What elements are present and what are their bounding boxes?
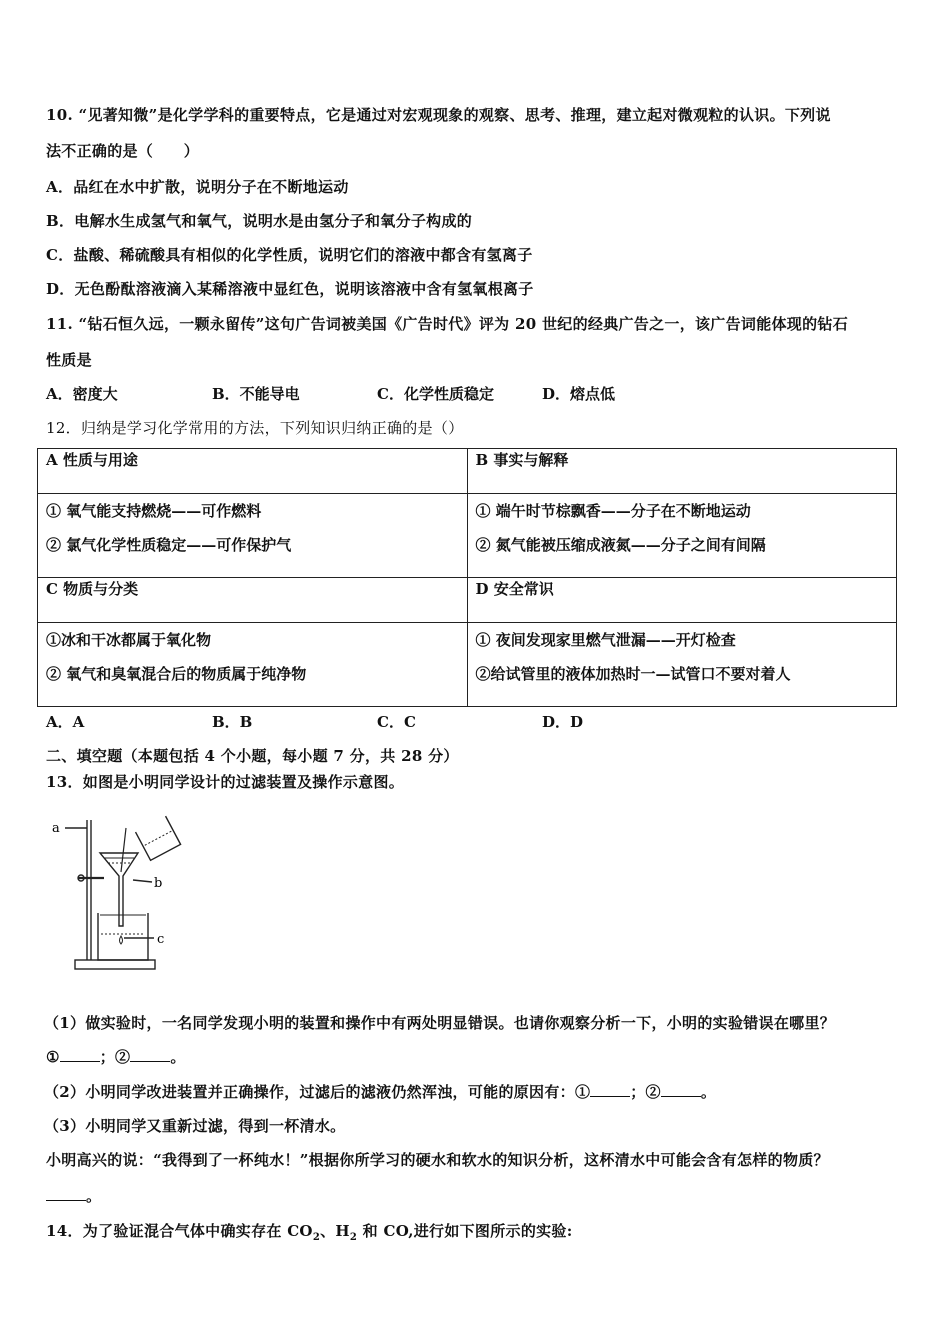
q11-option-b: B．不能导电 <box>212 385 300 403</box>
table-a-item1: ① 氧气能支持燃烧——可作燃料 <box>46 502 262 520</box>
q13-part1: （1）做实验时，一名同学发现小明的装置和操作中有两处明显错误。也请你观察分析一下，小明的实验错误在哪里？ <box>44 1014 836 1032</box>
table-cell-d <box>467 623 897 707</box>
answer-blank-2[interactable] <box>130 1047 170 1062</box>
q14-stem <box>46 1220 573 1243</box>
q10-option-b: B．电解水生成氢气和氧气，说明水是由氢分子和氧分子构成的 <box>46 212 473 230</box>
q14-text-3: 和 CO,进行如下图所示的实验: <box>357 1222 573 1240</box>
q10-stem-line2: 法不正确的是（ ） <box>46 142 200 160</box>
table-head-d: D 安全常识 <box>467 578 897 623</box>
q13-part2 <box>44 1081 716 1102</box>
q10-stem-line1: 10. “见著知微”是化学学科的重要特点，它是通过对宏观现象的观察、思考、推理，建立起对微观粒的认识。下列说 <box>46 106 831 124</box>
answer-blank-3[interactable] <box>590 1082 630 1097</box>
table-c-item1: ①冰和干冰都属于氧化物 <box>46 631 212 649</box>
answer-end-2: 。 <box>700 1083 717 1101</box>
table-c-item2: ② 氧气和臭氧混合后的物质属于纯净物 <box>46 665 307 683</box>
q12-option-a: A．A <box>46 713 85 731</box>
section-heading: 二、填空题（本题包括 4 个小题，每小题 7 分，共 28 分） <box>46 747 459 765</box>
answer-marker-3: ；② <box>630 1083 661 1101</box>
q14-sub-2: 2 <box>349 1232 358 1243</box>
q12-stem: 12．归纳是学习化学常用的方法，下列知识归纳正确的是（） <box>46 419 464 437</box>
table-b-item2: ② 氮气能被压缩成液氮——分子之间有间隔 <box>475 536 766 554</box>
q14-sub-1: 2 <box>312 1232 321 1243</box>
q14-text-2: 、H <box>320 1222 350 1240</box>
q13-part2-text: （2）小明同学改进装置并正确操作，过滤后的滤液仍然浑浊，可能的原因有：① <box>44 1083 591 1101</box>
q12-option-b: B．B <box>212 713 253 731</box>
q10-option-c: C．盐酸、稀硫酸具有相似的化学性质，说明它们的溶液中都含有氢离子 <box>46 246 533 264</box>
q11-option-a: A．密度大 <box>46 385 118 403</box>
table-b-item1: ① 端午时节棕飘香——分子在不断地运动 <box>475 502 751 520</box>
label-c: c <box>157 932 165 947</box>
q14-text-1: 14．为了验证混合气体中确实存在 CO <box>46 1222 313 1240</box>
q12-option-c: C．C <box>377 713 416 731</box>
table-cell-b <box>467 494 897 578</box>
q11-stem-line1: 11. “钻石恒久远，一颗永留传”这句广告词被美国《广告时代》评为 20 世纪的经典广告之一，该广告词能体现的钻石 <box>46 315 848 333</box>
answer-blank-5[interactable] <box>46 1186 86 1201</box>
table-head-b: B 事实与解释 <box>467 449 897 494</box>
answer-blank-4[interactable] <box>661 1082 701 1097</box>
table-a-item2: ② 氯气化学性质稳定——可作保护气 <box>46 536 292 554</box>
q13-stem: 13．如图是小明同学设计的过滤装置及操作示意图。 <box>46 773 405 791</box>
answer-marker-2: ；② <box>99 1048 131 1066</box>
q10-option-d: D．无色酚酞溶液滴入某稀溶液中显红色，说明该溶液中含有氢氧根离子 <box>46 280 534 298</box>
table-cell-c <box>38 623 468 707</box>
q13-part4: 小明高兴的说：“我得到了一杯纯水！”根据你所学习的硬水和软水的知识分析，这杯清水中可能会含有怎样的物质？ <box>46 1151 829 1169</box>
q13-part1-answers <box>46 1046 186 1067</box>
table-d-item2: ②给试管里的液体加热时一—试管口不要对着人 <box>475 665 791 683</box>
label-b: b <box>154 876 163 891</box>
q12-knowledge-table <box>37 448 897 707</box>
label-a: a <box>52 821 60 836</box>
q13-part4-answer <box>46 1185 101 1206</box>
q11-option-c: C．化学性质稳定 <box>377 385 494 403</box>
q11-option-d: D．熔点低 <box>542 385 616 403</box>
answer-end-3: 。 <box>86 1187 102 1205</box>
q11-stem-line2: 性质是 <box>46 351 92 369</box>
pouring-beaker <box>136 816 181 860</box>
table-d-item1: ① 夜间发现家里燃气泄漏——开灯检查 <box>475 631 736 649</box>
answer-end-1: 。 <box>170 1048 186 1066</box>
table-cell-a <box>38 494 468 578</box>
q10-option-a: A．品红在水中扩散，说明分子在不断地运动 <box>46 178 349 196</box>
q13-part3: （3）小明同学又重新过滤，得到一杯清水。 <box>44 1117 346 1135</box>
table-head-a: A 性质与用途 <box>38 449 468 494</box>
table-head-c: C 物质与分类 <box>38 578 468 623</box>
answer-blank-1[interactable] <box>60 1047 100 1062</box>
filtration-apparatus-figure <box>48 808 188 974</box>
stand-base <box>75 960 155 969</box>
answer-marker-1: ① <box>46 1048 60 1066</box>
q12-option-d: D．D <box>542 713 584 731</box>
glass-rod <box>121 828 126 872</box>
